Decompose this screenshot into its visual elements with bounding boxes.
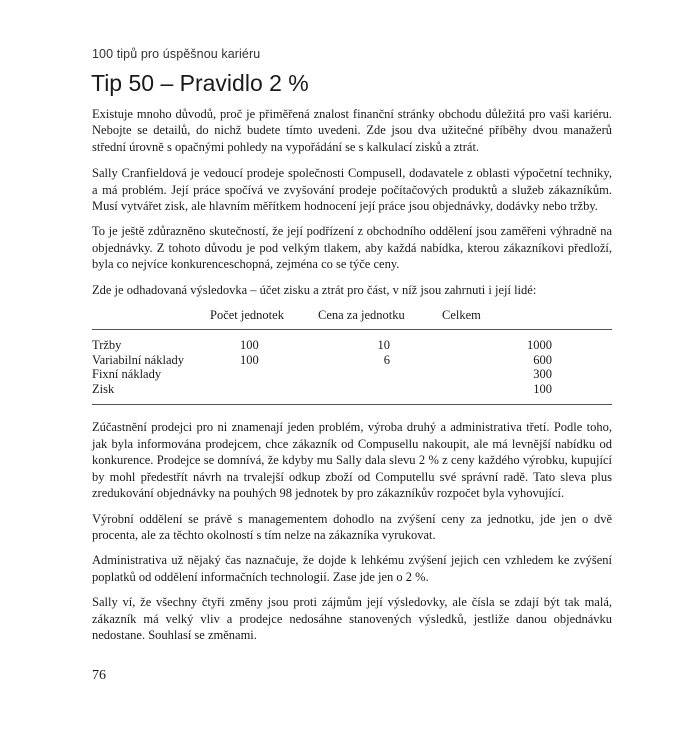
row-qty: 100	[240, 352, 259, 367]
row-label: Zisk	[92, 382, 210, 405]
row-label: Fixní náklady	[92, 367, 162, 382]
row-qty: 100	[240, 338, 259, 353]
row-total: 1000	[527, 338, 552, 353]
row-price	[318, 382, 442, 405]
row-label: Variabilní náklady	[92, 352, 184, 367]
table-row	[92, 382, 612, 405]
page-number: 76	[92, 668, 106, 683]
table-header-row	[92, 307, 612, 330]
paragraph: Výrobní oddělení se právě s managementem dohodlo na zvýšení ceny za jednotku, jde jen o dvě procenta, ale za těchto okolností s tím nelze na zákazníka vyrukovat.	[92, 511, 612, 542]
row-total: 600	[533, 352, 552, 367]
row-price	[318, 367, 442, 382]
paragraph: Sally Cranfieldová je vedoucí prodeje společnosti Compusell, dodavatele z oblasti výpočetní techniky, a má problém. Její práce spočívá ve zvyšování prodeje počítačových produktů a služeb zákazníkům. Musí vytvářet zisk, ale hlavním měřítkem hodnocení její práce jsou objednávky, dodávky nebo tržby.	[92, 166, 612, 214]
paragraph: Zúčastnění prodejci pro ni znamenají jeden problém, výroba druhý a administrativa třetí. Podle toho, jak byla informována prodejcem, chce zákazník od Compusellu nakoupit, ale má levnější nabídku od konkurence. Prodejce se domnívá, že kdyby mu Sally dala slevu 2 % z ceny každého výrobku, kupující by mohl předestřít návrh na trvalejší odkup zboží od Computellu své správní radě. Tato sleva plus zredukování objednávky na pouhých 98 jednotek by pro zákazníkův rozpočet byla vyhovující.	[92, 420, 612, 501]
paragraph: Sally ví, že všechny čtyři změny jsou proti zájmům její výsledovky, ale čísla se zdají být tak malá, zákazník má velký vliv a prodejce nedosáhne stanovených výsledků, jestliže danou objednávku nedostane. Souhlasí se změnami.	[92, 595, 612, 642]
row-total: 300	[533, 367, 552, 382]
table-row	[92, 367, 612, 382]
tip-title: Tip 50 – Pravidlo 2 %	[91, 70, 309, 96]
table-header-price: Cena za jednotku	[318, 307, 442, 330]
row-price: 6	[383, 352, 390, 367]
table-row	[92, 330, 612, 353]
body-text	[92, 106, 612, 652]
row-price: 10	[377, 338, 390, 353]
table-header-total: Celkem	[442, 307, 612, 330]
paragraph: Zde je odhadovaná výsledovka – účet zisku a ztrát pro část, v níž jsou zahrnuti i její lidé:	[92, 282, 537, 297]
table-header-label	[92, 307, 210, 330]
profit-loss-table	[92, 307, 612, 405]
row-qty	[210, 367, 318, 382]
running-head: 100 tipů pro úspěšnou kariéru	[92, 47, 261, 61]
row-qty	[210, 382, 318, 405]
row-total: 100	[442, 382, 612, 405]
table-header-qty: Počet jednotek	[210, 307, 318, 330]
paragraph: Administrativa už nějaký čas naznačuje, že dojde k lehkému zvýšení jejich cen vzhledem ke zvýšení poplatků od oddělení informačních technologií. Zase jde jen o 2 %.	[92, 553, 612, 584]
paragraph: Existuje mnoho důvodů, proč je přiměřená znalost finanční stránky obchodu důležitá pro vaši kariéru. Nebojte se detailů, do nichž budete tímto uvedeni. Zde jsou dva užitečné příběhy dvou manažerů střední úrovně s opačnými pohledy na vypořádání se s kalkulací zisků a ztrát.	[92, 107, 612, 154]
table-row	[92, 353, 612, 368]
paragraph: To je ještě zdůrazněno skutečností, že její podřízení z obchodního oddělení jsou zaměřeni výhradně na objednávky. Z tohoto důvodu je pod velkým tlakem, aby každá nabídka, kterou zákazníkovi předloží, byla co nejvíce konkurenceschopná, zejména co se týče ceny.	[92, 224, 612, 272]
row-label: Tržby	[92, 338, 122, 353]
